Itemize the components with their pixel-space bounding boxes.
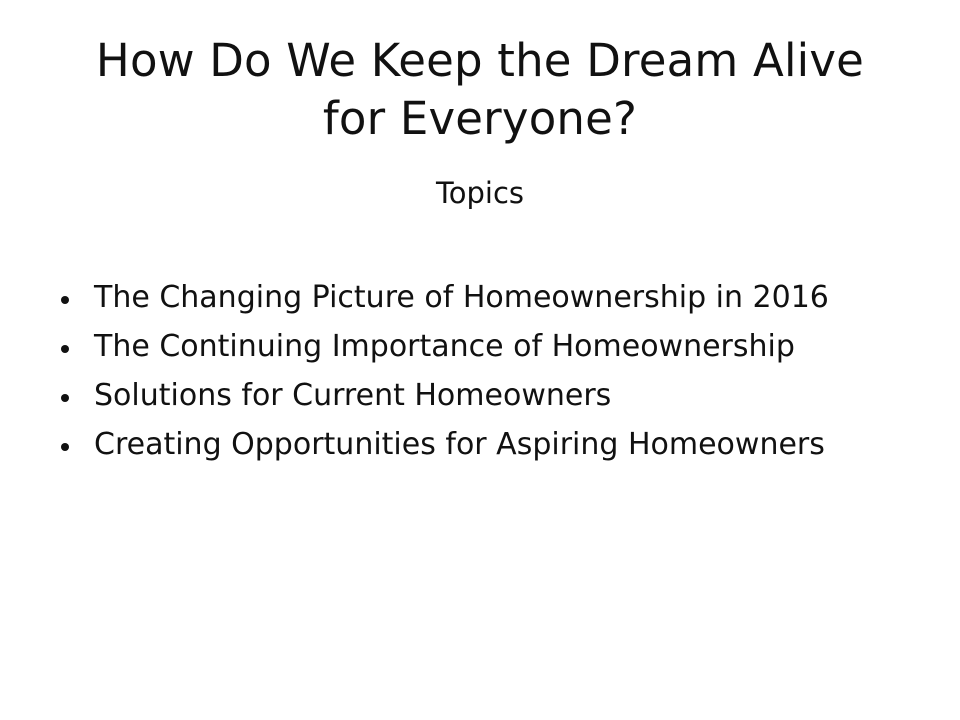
- topic-item: [60, 279, 880, 316]
- topic-item: [60, 328, 880, 365]
- bullet-icon: [61, 345, 69, 353]
- topic-item: [60, 426, 880, 463]
- topic-text: Solutions for Current Homeowners: [94, 378, 612, 413]
- topic-text: The Changing Picture of Homeownership in 2016: [94, 280, 829, 315]
- topics-list: [60, 279, 880, 475]
- bullet-icon: [61, 296, 69, 304]
- topic-item: [60, 377, 880, 414]
- slide-title: How Do We Keep the Dream Alive for Everyone?: [95, 34, 865, 145]
- bullet-icon: [61, 394, 69, 402]
- topic-text: The Continuing Importance of Homeownership: [94, 329, 795, 364]
- slide-subtitle: Topics: [435, 176, 525, 210]
- topic-text: Creating Opportunities for Aspiring Homeowners: [94, 427, 825, 462]
- bullet-icon: [61, 443, 69, 451]
